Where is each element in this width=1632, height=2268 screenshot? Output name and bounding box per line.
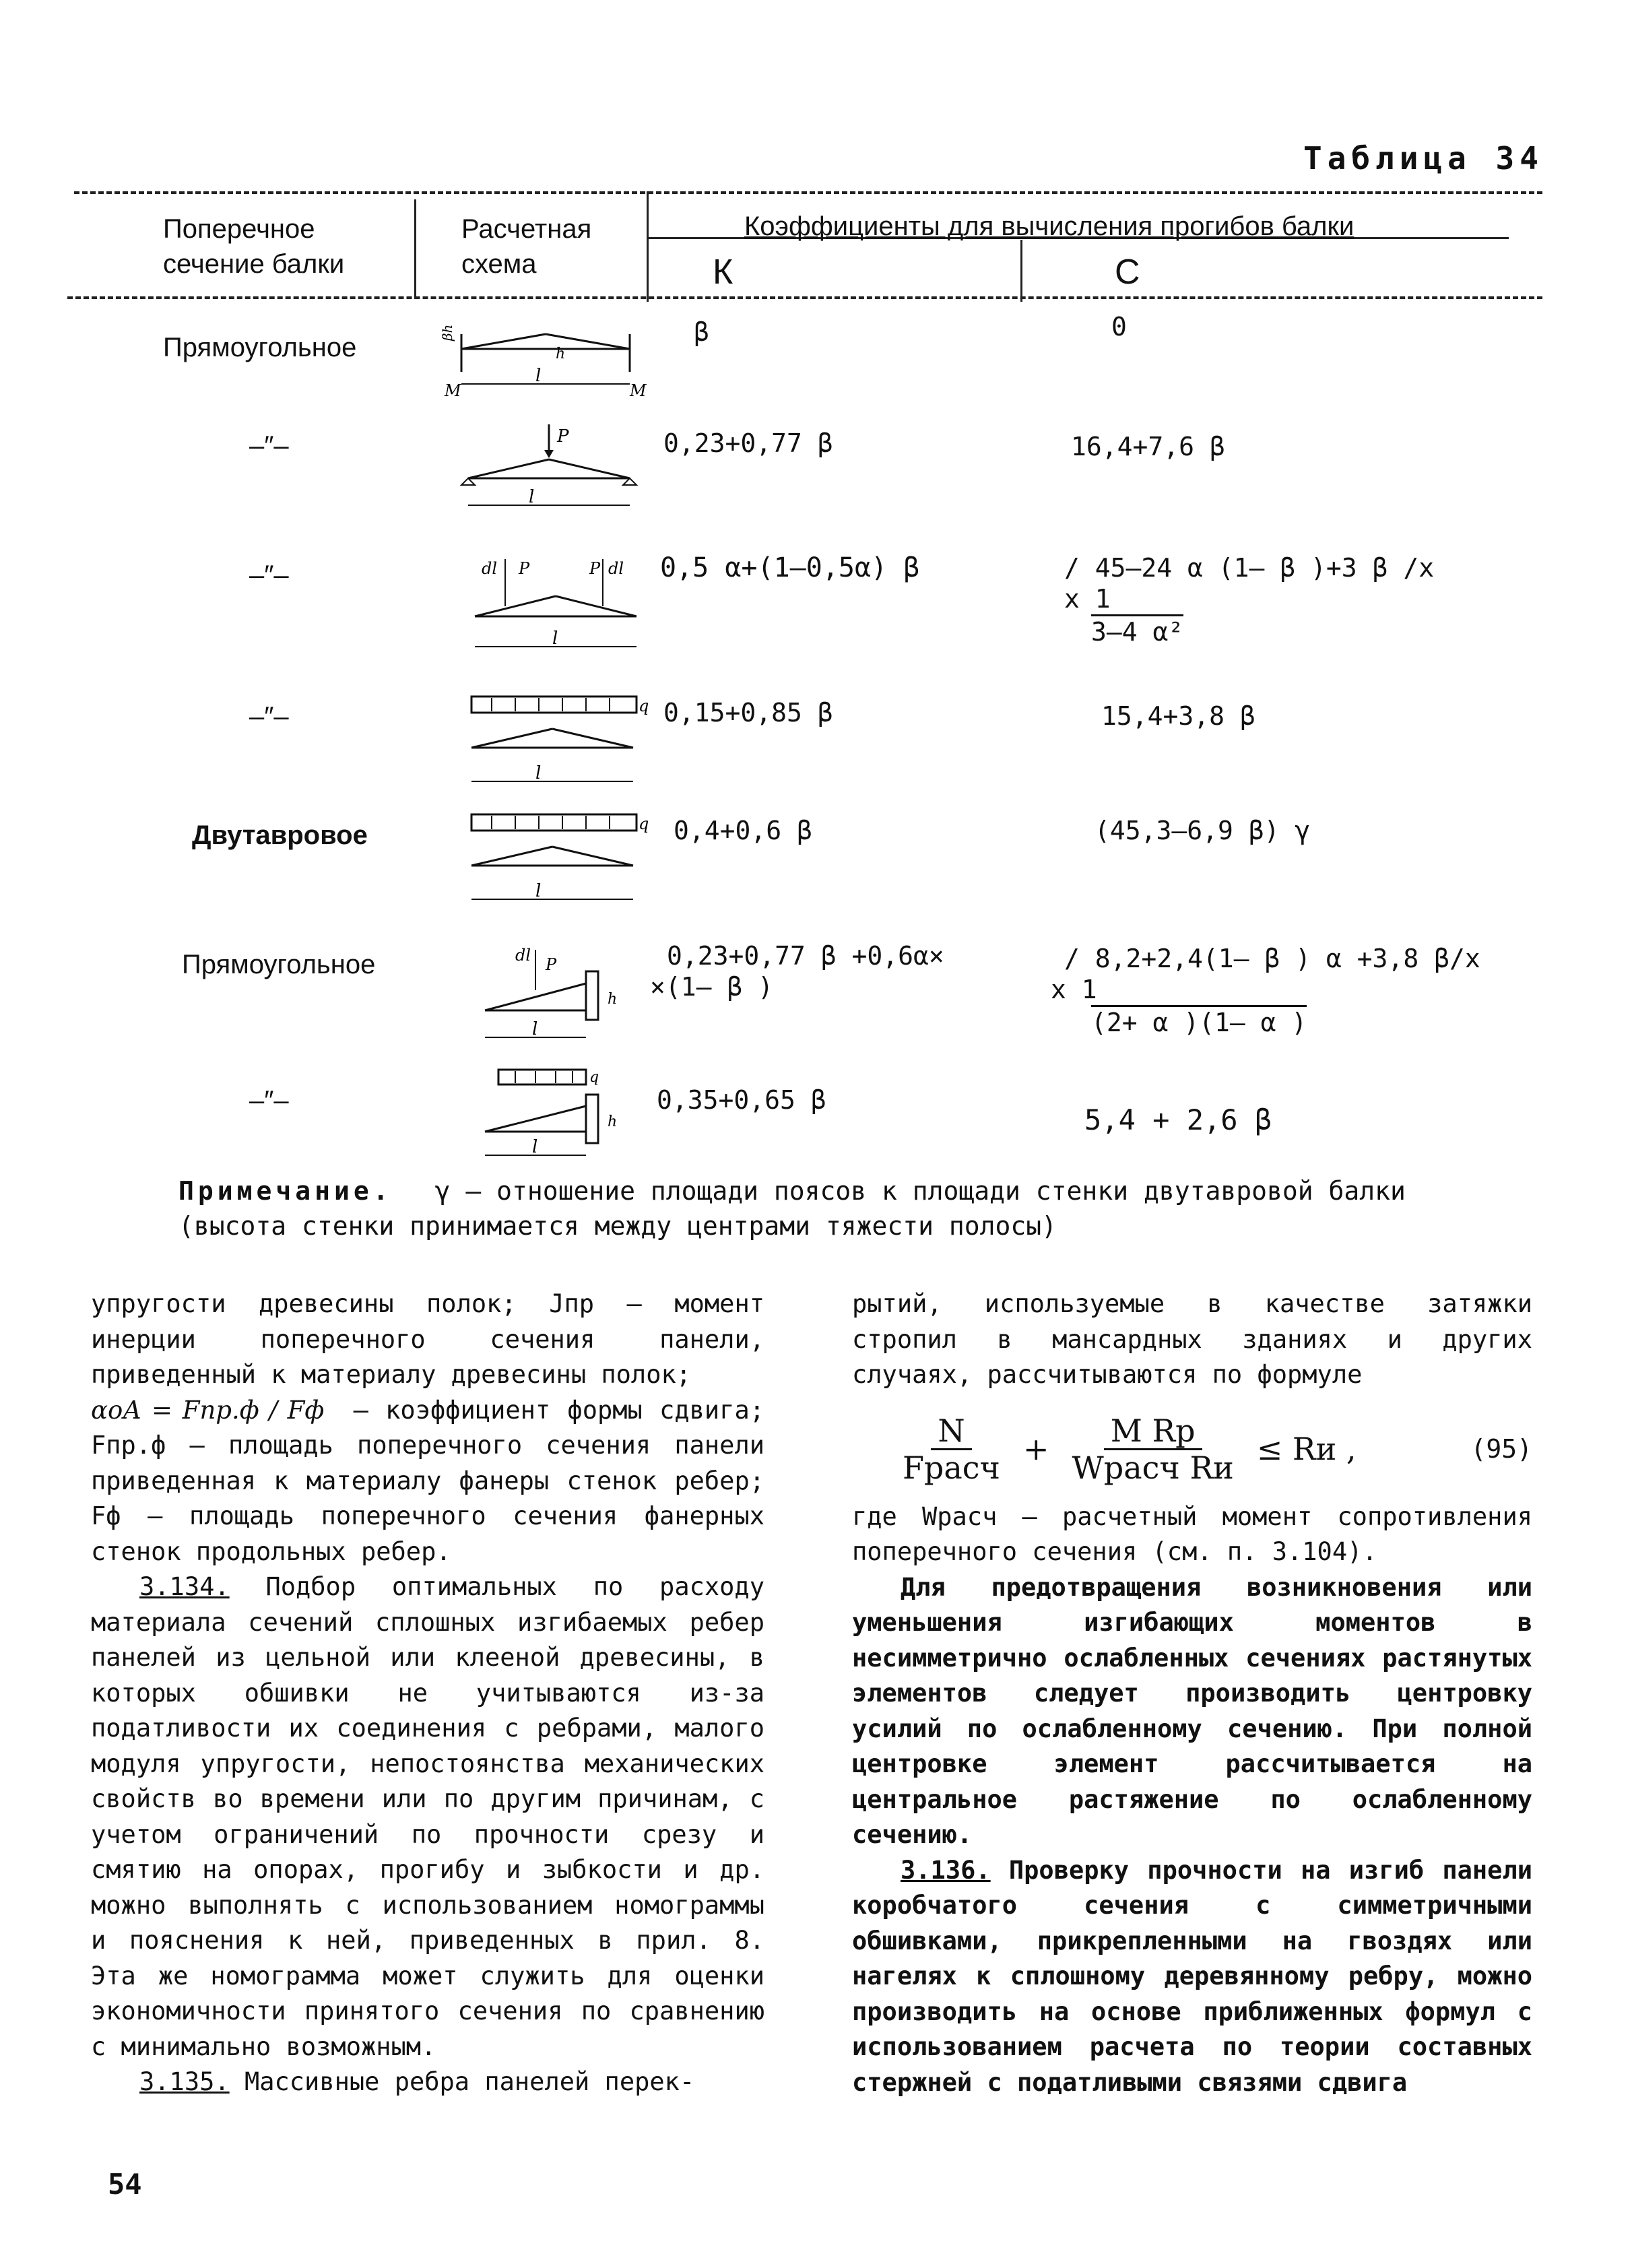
svg-text:l: l bbox=[535, 366, 542, 386]
header-c: С bbox=[1115, 253, 1140, 292]
right-column bbox=[852, 1287, 1532, 2100]
row4-scheme-diagram bbox=[431, 687, 653, 795]
row3-scheme-diagram bbox=[434, 546, 657, 660]
left-column bbox=[91, 1287, 764, 2100]
row7-scheme-diagram bbox=[451, 1064, 653, 1165]
svg-text:P: P bbox=[589, 559, 601, 578]
table-divider-2 bbox=[647, 191, 649, 302]
svg-text:q: q bbox=[589, 1069, 599, 1086]
svg-text:l: l bbox=[552, 628, 558, 649]
svg-text:M: M bbox=[630, 381, 647, 400]
svg-text:l: l bbox=[535, 763, 542, 783]
row5-k: 0,4+0,6 β bbox=[674, 816, 812, 845]
svg-text:dl: dl bbox=[608, 559, 624, 578]
row4-section: –″– bbox=[249, 702, 289, 732]
left-p3: 3.134. Подбор оптимальных по расходу материала сечений сплошных изгибаемых ребер панелей из цельной или клееной древесины, в которых обшивки не учитываются из-за податливости их соединения с ребрами, малого модуля упругости, непостоянства механических свойств во времени или по другим причинам, с учетом ограничений по прочности срезу и смятию на опорах, прогибу и зыбкости и др. можно выполнять с использованием номограммы и пояснения к ней, приведенных в прил. 8. Эта же номограмма может служить для оценки экономичности принятого сечения по сравнению с минимально возможным. bbox=[91, 1572, 764, 2061]
row3-c: / 45–24 α (1– β )+3 β /x x 1 3–4 α² bbox=[1064, 553, 1435, 647]
row1-k: β bbox=[694, 317, 709, 347]
row1-section: Прямоугольное bbox=[163, 333, 357, 362]
svg-text:P: P bbox=[546, 955, 557, 974]
table-divider-3 bbox=[1020, 240, 1022, 302]
row5-scheme-diagram bbox=[431, 805, 653, 913]
svg-text:q: q bbox=[639, 814, 649, 833]
table-top-rule bbox=[74, 191, 1542, 194]
left-p2: αоА = Fпр.ф / Fф – коэффициент формы сдвига; Fпр.ф – площадь поперечного сечения панели приведенная к материалу фанеры стенок ребер; Fф – площадь поперечного сечения фанерных стенок продольных ребер. bbox=[91, 1395, 765, 1566]
svg-text:q: q bbox=[639, 696, 649, 715]
right-p4: 3.136. Проверку прочности на изгиб панели коробчатого сечения с симметричными обшивками, прикрепленными на гвоздях или нагелях к сплошному деревянному ребру, можно производить на основе приближенных формул с использованием расчета по теории составных стержней с податливыми связями сдвига bbox=[852, 1855, 1532, 2097]
header-section: Поперечное сечение балки bbox=[163, 214, 345, 279]
table-note bbox=[178, 1173, 1566, 1243]
row2-k: 0,23+0,77 β bbox=[663, 428, 833, 458]
left-p1: упругости древесины полок; Jпр – момент инерции поперечного сечения панели, приведенный к материалу древесины полок; bbox=[91, 1289, 764, 1389]
row7-c: 5,4 + 2,6 β bbox=[1084, 1103, 1272, 1136]
svg-text:P: P bbox=[557, 426, 569, 447]
row3-section: –″– bbox=[249, 560, 289, 590]
row2-c: 16,4+7,6 β bbox=[1071, 432, 1225, 461]
row5-section: Двутавровое bbox=[192, 820, 368, 850]
svg-text:l: l bbox=[532, 1019, 538, 1039]
right-p3: Для предотвращения возникновения или уменьшения изгибающих моментов в несимметрично ослабленных сечениях растянутых элементов следует производить центровку усилий по ослабленному сечению. При полной центровке элемент рассчитывается на центральное растяжение по ослабленному сечению. bbox=[852, 1572, 1532, 1849]
row7-k: 0,35+0,65 β bbox=[657, 1085, 826, 1115]
row4-c: 15,4+3,8 β bbox=[1101, 701, 1255, 731]
svg-text:h: h bbox=[608, 1113, 618, 1130]
row6-k: 0,23+0,77 β +0,6α× ×(1– β ) bbox=[650, 941, 944, 1002]
page-number: 54 bbox=[108, 2168, 142, 2201]
left-p4: 3.135. Массивные ребра панелей перек- bbox=[139, 2067, 695, 2096]
table-header-rule bbox=[67, 296, 1542, 299]
right-p1: рытий, используемые в качестве затяжки стропил в мансардных зданиях и других случаях, рассчитываются по формуле bbox=[852, 1289, 1532, 1389]
row2-scheme-diagram bbox=[434, 418, 650, 519]
row2-section: –″– bbox=[249, 431, 289, 461]
svg-text:dl: dl bbox=[515, 946, 531, 965]
svg-text:P: P bbox=[519, 559, 530, 578]
right-p2: где Wрасч – расчетный момент сопротивления поперечного сечения (см. п. 3.104). bbox=[852, 1501, 1532, 1566]
note-text: γ – отношение площади поясов к площади стенки двутавровой балки bbox=[434, 1176, 1406, 1206]
row7-section: –″– bbox=[249, 1086, 289, 1115]
table-divider-1 bbox=[414, 199, 416, 299]
clause-3-135: 3.135. bbox=[139, 2067, 230, 2096]
formula-95: $\frac{N}{\text{Fрасч}}$ + $\frac{\text{M Rр}}{\text{Wрасч Rи}}$ ≤ Rи , (95) bbox=[903, 1412, 1532, 1486]
note-label: Примечание. bbox=[178, 1176, 393, 1206]
row1-c: 0 bbox=[1111, 312, 1127, 342]
row6-section: Прямоугольное bbox=[182, 950, 376, 979]
row6-c: / 8,2+2,4(1– β ) α +3,8 β/x x 1 (2+ α )(1– α ) bbox=[1051, 944, 1480, 1037]
svg-text:M: M bbox=[445, 381, 461, 400]
svg-text:βh: βh bbox=[439, 324, 455, 341]
row3-k: 0,5 α+(1–0,5α) β bbox=[660, 552, 920, 583]
svg-text:l: l bbox=[532, 1137, 538, 1157]
header-scheme: Расчетная схема bbox=[461, 214, 592, 279]
table-caption: Таблица 34 bbox=[1303, 140, 1544, 176]
form-factor-formula: αоА = Fпр.ф / Fф bbox=[91, 1395, 325, 1425]
svg-text:h: h bbox=[556, 346, 566, 362]
formula-number: (95) bbox=[1470, 1434, 1532, 1464]
clause-3-136: 3.136. bbox=[901, 1855, 991, 1885]
header-coefficients: Коэффициенты для вычисления прогибов балки bbox=[744, 212, 1354, 241]
svg-text:dl: dl bbox=[482, 559, 498, 578]
row1-scheme-diagram bbox=[434, 310, 650, 404]
svg-text:l: l bbox=[529, 487, 535, 507]
row4-k: 0,15+0,85 β bbox=[663, 698, 833, 727]
clause-3-134: 3.134. bbox=[139, 1572, 230, 1601]
row5-c: (45,3–6,9 β) γ bbox=[1095, 816, 1311, 845]
svg-text:l: l bbox=[535, 881, 542, 901]
row6-scheme-diagram bbox=[451, 936, 653, 1051]
svg-text:h: h bbox=[608, 991, 618, 1008]
note-line2: (высота стенки принимается между центрами тяжести полосы) bbox=[178, 1211, 1057, 1241]
header-k: К bbox=[713, 253, 733, 292]
